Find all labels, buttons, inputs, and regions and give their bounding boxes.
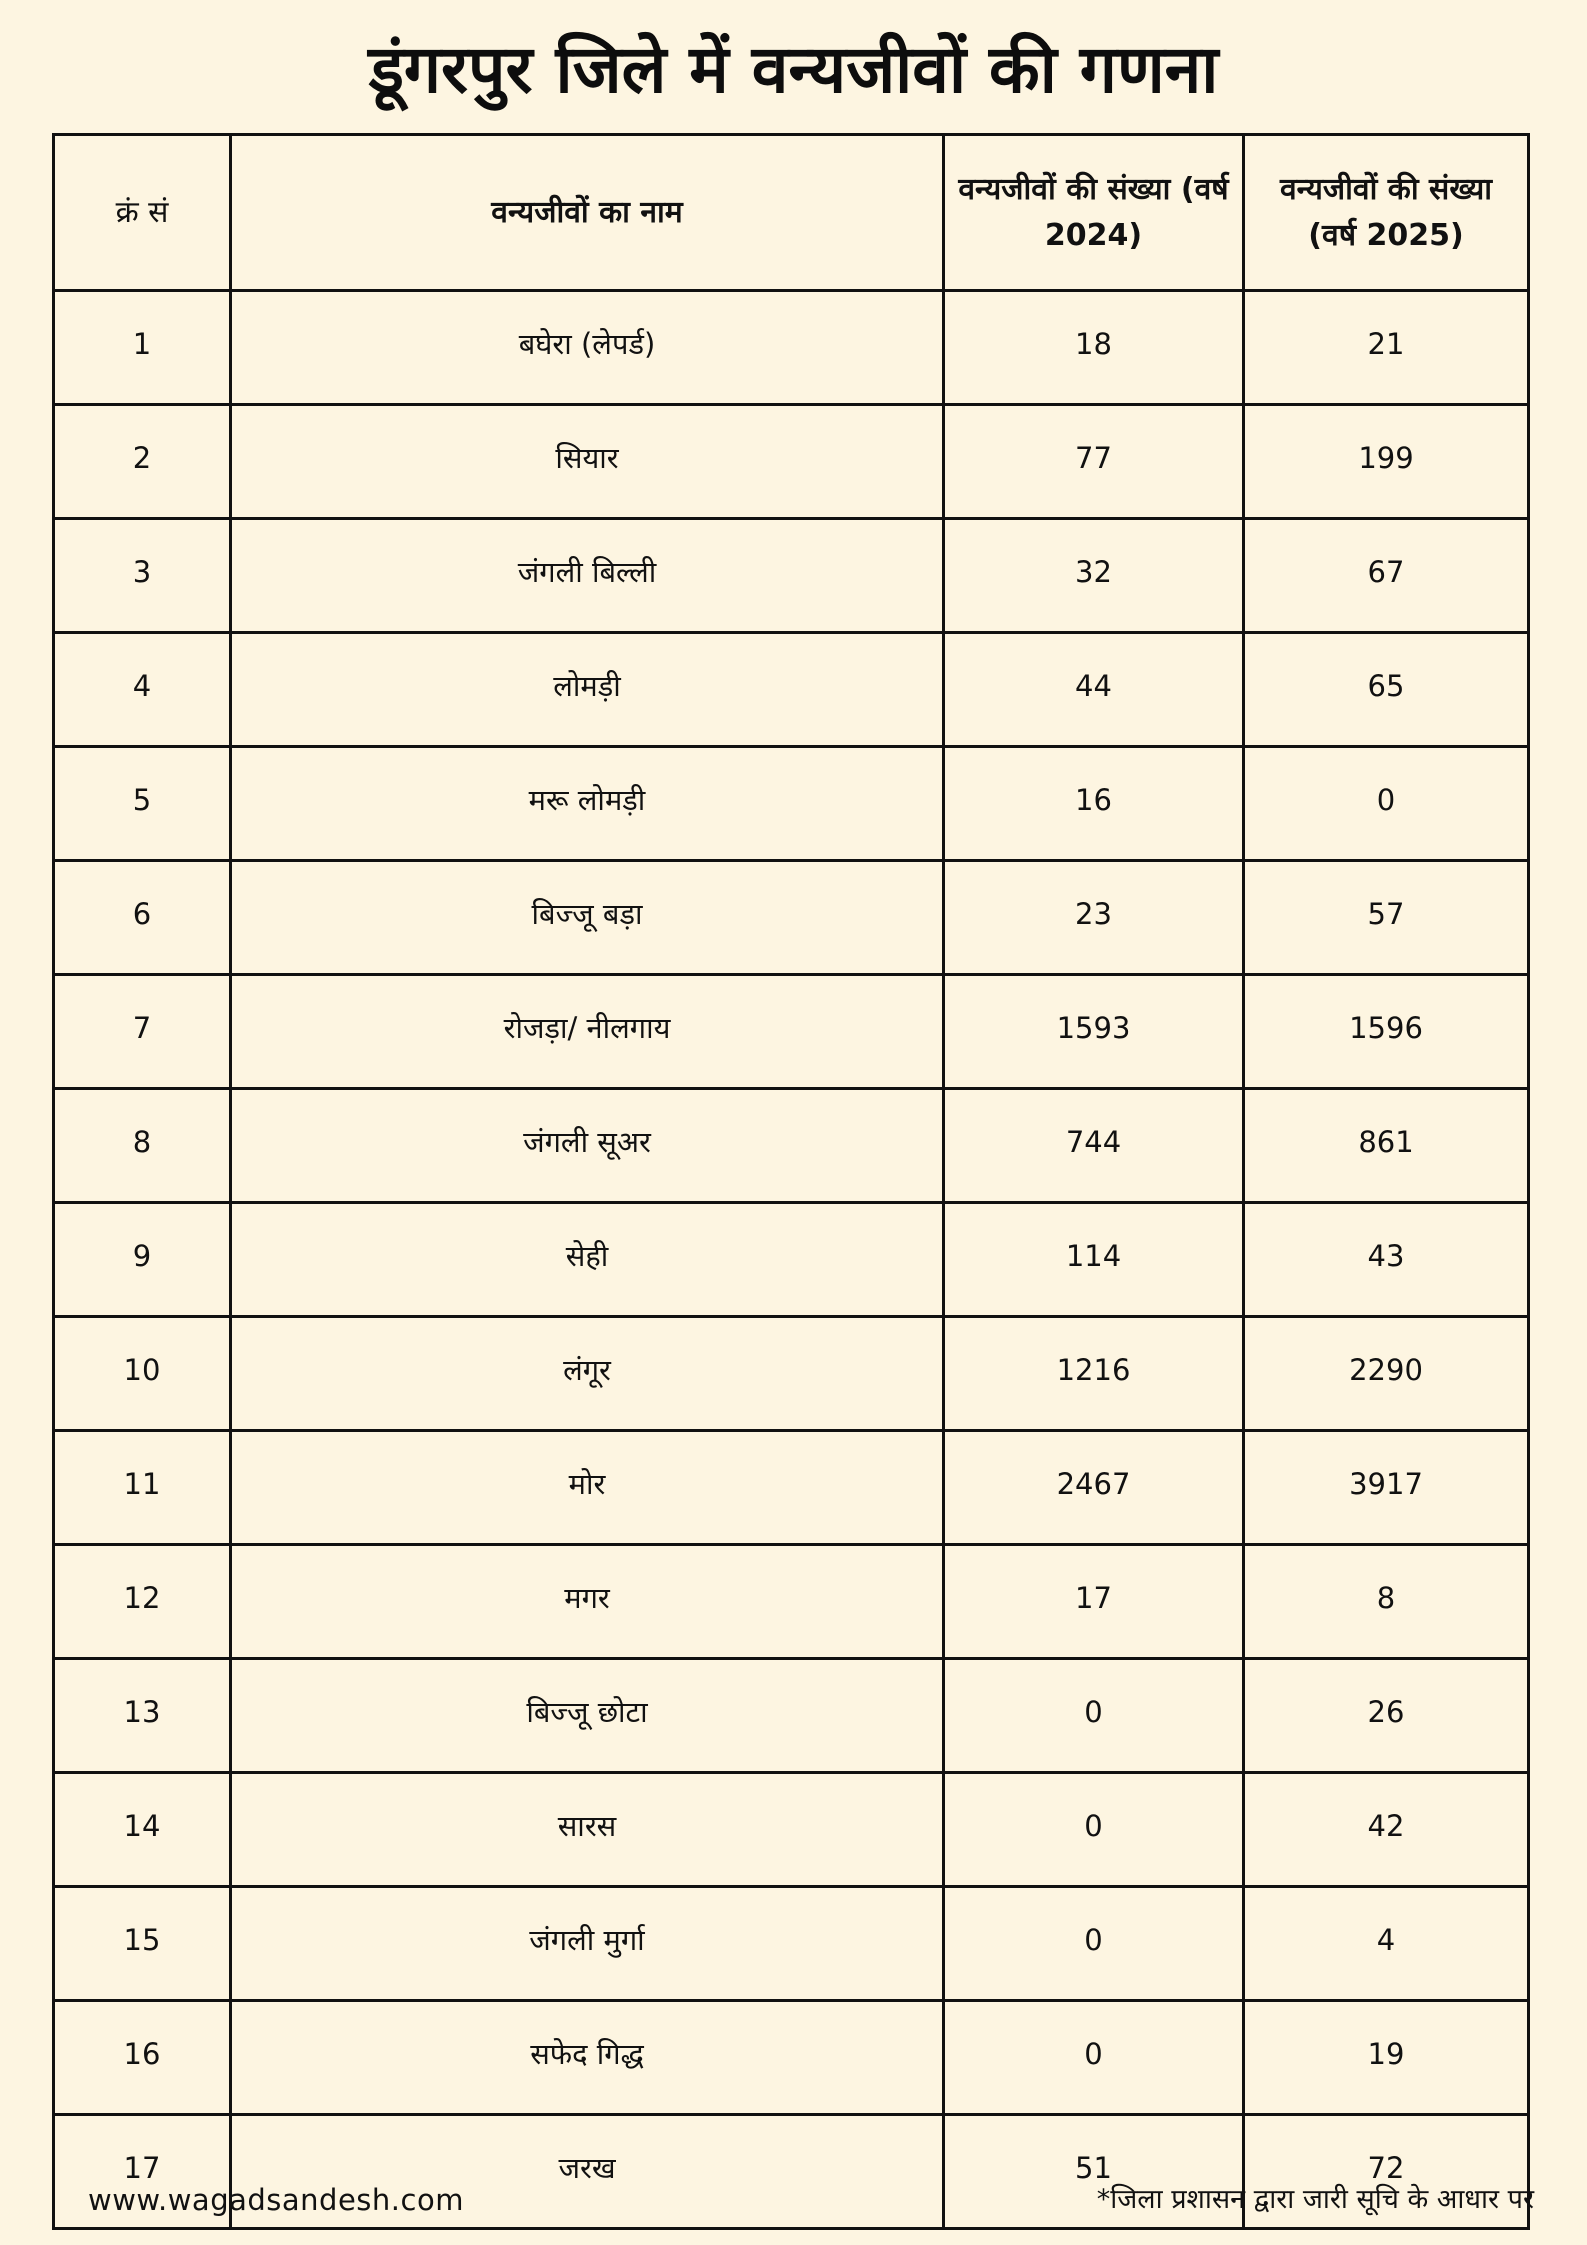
cell-serial: 9: [54, 1203, 231, 1317]
cell-count-2025: 72: [1244, 2115, 1529, 2229]
cell-animal-name: बिज्जू छोटा: [231, 1659, 944, 1773]
cell-count-2025: 1596: [1244, 975, 1529, 1089]
cell-animal-name: बघेरा (लेपर्ड): [231, 291, 944, 405]
cell-count-2024: 23: [944, 861, 1244, 975]
table-row: [54, 291, 1529, 405]
wildlife-census-table: [52, 133, 1530, 2230]
table-row: [54, 1203, 1529, 1317]
cell-serial: 2: [54, 405, 231, 519]
cell-count-2024: 32: [944, 519, 1244, 633]
cell-count-2025: 26: [1244, 1659, 1529, 1773]
header-name: वन्यजीवों का नाम: [231, 135, 944, 291]
cell-count-2025: 43: [1244, 1203, 1529, 1317]
header-count-2025: वन्यजीवों की संख्या (वर्ष 2025): [1244, 135, 1529, 291]
table-row: [54, 633, 1529, 747]
source-note: *जिला प्रशासन द्वारा जारी सूचि के आधार पर: [1096, 2184, 1534, 2215]
table-row: [54, 2001, 1529, 2115]
cell-serial: 8: [54, 1089, 231, 1203]
table-row: [54, 975, 1529, 1089]
cell-count-2024: 1216: [944, 1317, 1244, 1431]
cell-count-2025: 65: [1244, 633, 1529, 747]
cell-count-2025: 21: [1244, 291, 1529, 405]
table-row: [54, 1887, 1529, 2001]
cell-animal-name: सियार: [231, 405, 944, 519]
cell-count-2024: 51: [944, 2115, 1244, 2229]
cell-count-2024: 2467: [944, 1431, 1244, 1545]
cell-count-2024: 0: [944, 1659, 1244, 1773]
cell-serial: 6: [54, 861, 231, 975]
cell-animal-name: मगर: [231, 1545, 944, 1659]
cell-count-2024: 744: [944, 1089, 1244, 1203]
cell-count-2025: 4: [1244, 1887, 1529, 2001]
table-row: [54, 861, 1529, 975]
cell-animal-name: बिज्जू बड़ा: [231, 861, 944, 975]
cell-animal-name: जरख: [231, 2115, 944, 2229]
cell-serial: 16: [54, 2001, 231, 2115]
cell-animal-name: जंगली बिल्ली: [231, 519, 944, 633]
cell-count-2024: 18: [944, 291, 1244, 405]
cell-serial: 5: [54, 747, 231, 861]
cell-animal-name: सेही: [231, 1203, 944, 1317]
cell-count-2025: 199: [1244, 405, 1529, 519]
page-title: डूंगरपुर जिले में वन्यजीवों की गणना: [368, 31, 1219, 108]
cell-serial: 14: [54, 1773, 231, 1887]
cell-count-2024: 1593: [944, 975, 1244, 1089]
table-header-row: [54, 135, 1529, 291]
cell-animal-name: लंगूर: [231, 1317, 944, 1431]
cell-serial: 17: [54, 2115, 231, 2229]
cell-count-2024: 17: [944, 1545, 1244, 1659]
cell-count-2024: 16: [944, 747, 1244, 861]
cell-serial: 11: [54, 1431, 231, 1545]
cell-count-2024: 0: [944, 1887, 1244, 2001]
cell-serial: 3: [54, 519, 231, 633]
cell-animal-name: सारस: [231, 1773, 944, 1887]
header-serial: क्रं सं: [54, 135, 231, 291]
cell-count-2025: 3917: [1244, 1431, 1529, 1545]
table-body: [54, 291, 1529, 2229]
cell-count-2024: 0: [944, 2001, 1244, 2115]
cell-serial: 7: [54, 975, 231, 1089]
website-url: www.wagadsandesh.com: [88, 2183, 464, 2217]
cell-serial: 10: [54, 1317, 231, 1431]
cell-serial: 15: [54, 1887, 231, 2001]
cell-serial: 13: [54, 1659, 231, 1773]
header-count-2024: वन्यजीवों की संख्या (वर्ष 2024): [944, 135, 1244, 291]
table-row: [54, 747, 1529, 861]
cell-animal-name: जंगली सूअर: [231, 1089, 944, 1203]
cell-count-2024: 44: [944, 633, 1244, 747]
table-row: [54, 1089, 1529, 1203]
cell-serial: 4: [54, 633, 231, 747]
cell-animal-name: मोर: [231, 1431, 944, 1545]
cell-animal-name: रोजड़ा/ नीलगाय: [231, 975, 944, 1089]
cell-animal-name: जंगली मुर्गा: [231, 1887, 944, 2001]
cell-count-2025: 67: [1244, 519, 1529, 633]
table-row: [54, 1545, 1529, 1659]
cell-animal-name: मरू लोमड़ी: [231, 747, 944, 861]
table-row: [54, 1431, 1529, 1545]
table-row: [54, 1773, 1529, 1887]
cell-serial: 12: [54, 1545, 231, 1659]
table-row: [54, 519, 1529, 633]
table-row: [54, 405, 1529, 519]
cell-count-2025: 19: [1244, 2001, 1529, 2115]
cell-animal-name: लोमड़ी: [231, 633, 944, 747]
cell-count-2025: 57: [1244, 861, 1529, 975]
cell-count-2025: 2290: [1244, 1317, 1529, 1431]
cell-count-2025: 0: [1244, 747, 1529, 861]
cell-count-2024: 77: [944, 405, 1244, 519]
cell-count-2025: 42: [1244, 1773, 1529, 1887]
cell-serial: 1: [54, 291, 231, 405]
table-row: [54, 1317, 1529, 1431]
cell-count-2024: 0: [944, 1773, 1244, 1887]
table-row: [54, 1659, 1529, 1773]
cell-count-2025: 8: [1244, 1545, 1529, 1659]
cell-count-2025: 861: [1244, 1089, 1529, 1203]
cell-count-2024: 114: [944, 1203, 1244, 1317]
cell-animal-name: सफेद गिद्ध: [231, 2001, 944, 2115]
